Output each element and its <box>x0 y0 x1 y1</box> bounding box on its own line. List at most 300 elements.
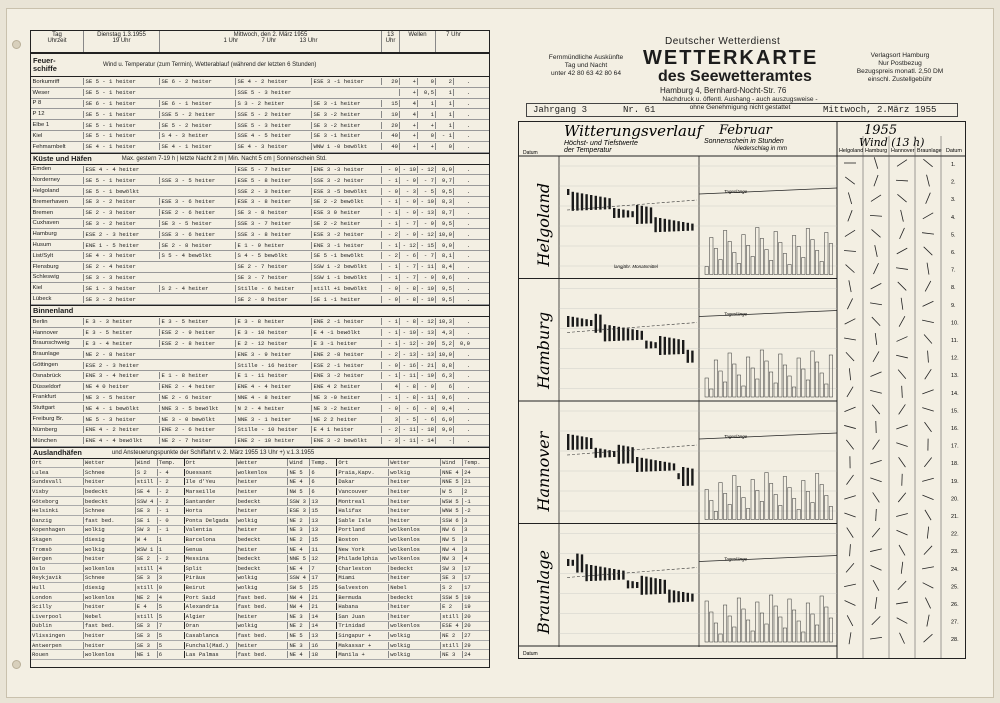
punch-hole <box>12 660 21 669</box>
cell: heiter <box>83 478 135 485</box>
cell: - 6 <box>399 405 417 412</box>
reprint-note: Nachdruck u. öffentl. Aushang - auch auszugsweise - ohne Genehmigung nicht gestattet <box>662 96 818 111</box>
table-row <box>31 186 489 197</box>
cell: 1 <box>435 89 453 96</box>
wind-arrow <box>922 495 933 499</box>
temp-bar <box>590 438 592 449</box>
cell: San Juan <box>336 613 388 620</box>
cell: Galveston <box>336 584 388 591</box>
cell: SE 2 <box>135 555 157 562</box>
cell: - 18 <box>417 426 435 433</box>
cell: ESE 2 - 8 heiter <box>159 340 235 347</box>
cell: - 0 <box>157 517 184 524</box>
cell: Praia,Kapv. <box>336 469 388 476</box>
cell: 4 <box>381 383 399 390</box>
cell: W 5 <box>440 488 462 495</box>
sun-bar <box>797 247 800 275</box>
cell: - 11 <box>399 372 417 379</box>
cell: - 2 <box>157 498 184 505</box>
wind-arrow <box>899 457 906 467</box>
cell: Trinidad <box>336 622 388 629</box>
temp-bar <box>618 445 620 464</box>
wind-arrow <box>870 549 882 552</box>
wind-arrow <box>902 386 903 398</box>
cell: 3 <box>462 536 489 543</box>
cell: SE 4 <box>135 488 157 495</box>
wind-arrow <box>901 298 903 310</box>
cell: - 8 <box>399 318 417 325</box>
cell: - 6 <box>399 252 417 259</box>
wind-arrow <box>925 369 932 379</box>
cell: Barcelona <box>184 536 236 543</box>
col-header: Ort <box>336 459 388 466</box>
sun-bar <box>829 244 832 275</box>
wind-arrow <box>896 602 908 604</box>
cell: Philadelphia <box>336 555 388 562</box>
temp-bar <box>636 457 638 472</box>
cell: 8,4 <box>435 263 453 270</box>
cell: E 1 - 9 heiter <box>235 242 311 249</box>
cell: SSE 5 - 2 heiter <box>159 111 235 118</box>
table-row <box>31 436 489 447</box>
sun-bar <box>765 624 768 642</box>
cell: heiter <box>388 498 440 505</box>
wind-arrow <box>847 615 853 626</box>
col-header: Wetter <box>388 459 440 466</box>
temp-bar <box>576 554 578 573</box>
cell: . <box>453 111 471 118</box>
sun-bar <box>788 599 791 642</box>
cell: - <box>435 437 453 444</box>
cell: ENE 3 -2 bewölkt <box>311 437 381 444</box>
wind-arrow <box>849 632 851 644</box>
cell: ENE 2 - 6 heiter <box>159 426 235 433</box>
wind-arrow <box>870 215 882 216</box>
cell: E 3 - 3 heiter <box>83 318 159 325</box>
wind-arrow <box>924 546 932 555</box>
cell: - 1 <box>381 242 399 249</box>
cell: . <box>453 372 471 379</box>
sun-bar <box>760 350 763 397</box>
issue-date: Mittwoch, 2.März 1955 <box>823 105 937 115</box>
cell: SSE 3 -2 heiter <box>311 177 381 184</box>
datum-label-bottom: Datum <box>523 651 538 657</box>
cell: wolkig <box>83 546 135 553</box>
cell: - 1 <box>381 177 399 184</box>
cell: S 4 - 5 bewölkt <box>235 252 311 259</box>
cell: 6,9 <box>435 416 453 423</box>
cell: ESE 3 - 8 heiter <box>235 198 311 205</box>
kueste-section <box>31 153 489 165</box>
wind-arrow <box>927 175 930 187</box>
cell: - 1 <box>157 526 184 533</box>
wind-arrow <box>874 175 878 186</box>
day-label: 3. <box>951 197 956 204</box>
table-row <box>31 564 489 574</box>
sun-bar <box>705 490 708 520</box>
address: Hamburg 4, Bernhard-Nocht-Str. 76 <box>660 86 787 95</box>
day-label: 15. <box>951 408 959 415</box>
table-row <box>31 294 489 305</box>
cell: - 14 <box>417 437 435 444</box>
wind-col-1: Hamburg <box>865 148 888 154</box>
cell: - 9 <box>399 198 417 205</box>
cell: 7 <box>157 622 184 629</box>
cell: - 7 <box>417 252 435 259</box>
cell: Algier <box>184 613 236 620</box>
cell: Funchal(Mad.) <box>184 642 236 649</box>
col-header: Wind <box>440 459 462 466</box>
wind-arrow <box>896 180 908 181</box>
cell: Genua <box>184 546 236 553</box>
cell: - 2 <box>381 231 399 238</box>
cell: SE 6 - 2 heiter <box>159 78 235 85</box>
cell: - 2 <box>381 351 399 358</box>
cell: Düsseldorf <box>32 383 61 390</box>
cell: Hamburg <box>32 231 57 238</box>
wind-arrow <box>927 527 928 539</box>
cell: - 0 <box>381 362 399 369</box>
cell: E 3 -1 heiter <box>311 340 381 347</box>
cell: Ponta Delgada <box>184 517 236 524</box>
cell: still <box>135 478 157 485</box>
wind-arrow <box>875 333 876 345</box>
cell: NE 5 <box>287 632 309 639</box>
temp-bar <box>627 580 629 588</box>
cell: Valentia <box>184 526 236 533</box>
cell: still +1 bewölkt <box>311 285 381 292</box>
cell: Dakar <box>336 478 388 485</box>
cell: Bremen <box>32 209 54 216</box>
cell: - 6 <box>417 416 435 423</box>
cell: ENE 4 - 2 heiter <box>83 426 159 433</box>
cell: Oran <box>184 622 236 629</box>
temp-bar <box>677 221 679 231</box>
cell: Frankfurt <box>32 394 57 401</box>
cell: still <box>135 613 157 620</box>
cell: 3 <box>462 517 489 524</box>
cell: . <box>453 426 471 433</box>
cell: wolkenlos <box>83 594 135 601</box>
cell: wolkig <box>236 622 288 629</box>
cell: 15 <box>309 536 336 543</box>
sun-bar <box>820 596 823 642</box>
subtitle-temp2: der Temperatur <box>564 147 612 154</box>
cell: W 4 <box>135 536 157 543</box>
cell: 4 <box>399 100 417 107</box>
sun-bar <box>765 250 768 275</box>
cell: heiter <box>388 507 440 514</box>
cell: NE 2 - 8 heiter <box>83 351 159 358</box>
wind-arrow <box>901 562 902 574</box>
cell: NNE 4 - 8 heiter <box>235 394 311 401</box>
ausland-section <box>31 447 489 459</box>
cell: N 2 - 4 heiter <box>235 405 311 412</box>
temp-bar <box>682 467 684 486</box>
temp-bar <box>590 195 592 210</box>
sun-bar <box>705 601 708 642</box>
cell: Bergen <box>32 555 52 563</box>
sun-bar <box>728 616 731 642</box>
wind-arrow <box>870 390 882 393</box>
wind-arrow <box>871 229 880 237</box>
cell: NNE 5 <box>287 555 309 562</box>
cell: S 2 <box>135 469 157 476</box>
cell: Sundsvall <box>32 478 62 486</box>
cell: Boston <box>336 536 388 543</box>
cell: 4 <box>462 555 489 562</box>
cell: NE 5 <box>287 469 309 476</box>
cell: SSW 1 -2 bewölkt <box>311 263 381 270</box>
cell: ENE 4 2 heiter <box>311 383 381 390</box>
cell: 27 <box>462 632 489 639</box>
cell: 1 <box>157 536 184 543</box>
cell: heiter <box>388 603 440 610</box>
cell: SE 5 - 1 bewölkt <box>83 188 159 195</box>
wind-arrow <box>924 247 933 255</box>
temp-bar <box>567 316 569 327</box>
temp-bar <box>650 207 652 223</box>
cell: WNW 1 -0 bewölkt <box>311 143 381 150</box>
cell: . <box>453 143 471 150</box>
sun-bar <box>746 246 749 275</box>
temp-bar <box>687 593 689 602</box>
temp-bar <box>581 193 583 210</box>
cell: 10,0 <box>435 231 453 238</box>
wind-arrow <box>875 597 877 609</box>
wind-arrow <box>898 282 906 290</box>
cell: 5 <box>157 613 184 620</box>
cell: NE 3 <box>287 613 309 620</box>
cell: 15 <box>309 507 336 514</box>
cell: wolkig <box>236 574 288 581</box>
temp-bar <box>636 205 638 224</box>
cell: - 9 <box>399 209 417 216</box>
cell: 24 <box>462 651 489 658</box>
cell: - 13 <box>417 209 435 216</box>
cell: . <box>453 274 471 281</box>
cell: SE 1 -1 heiter <box>311 296 381 303</box>
temp-bar <box>645 207 647 224</box>
cell: SE 3 - 2 heiter <box>83 220 159 227</box>
day-label: 22. <box>951 531 959 538</box>
temp-bar <box>664 462 666 471</box>
cell: SE 3 <box>135 642 157 649</box>
cell: SE 3 - 2 heiter <box>83 198 159 205</box>
cell: Beirut <box>184 584 236 591</box>
table-row <box>31 328 489 339</box>
day2-label: Mittwoch, den 2. März 1955 <box>233 32 308 38</box>
cell: 13 <box>309 517 336 524</box>
wind-arrow <box>896 514 908 517</box>
sun-bar <box>714 249 717 275</box>
sun-bar <box>710 238 713 275</box>
cell: SSE 5 - 3 heiter <box>235 122 311 129</box>
cell: SE 3 <box>135 507 157 514</box>
cell: Las Palmas <box>184 651 236 658</box>
cell: . <box>453 166 471 173</box>
cell: NE 4 0 heiter <box>83 383 159 390</box>
sun-bar <box>751 480 754 520</box>
cell: + <box>399 132 417 139</box>
cell: . <box>453 296 471 303</box>
wind-arrow <box>873 351 879 361</box>
sun-label: Sonnenschein in Stunden <box>704 138 784 145</box>
wind-arrow <box>872 317 880 326</box>
cell: SE 2 -2 bewölkt <box>311 198 381 205</box>
sun-bar <box>788 376 791 397</box>
temp-bar <box>608 450 610 457</box>
cell: heiter <box>388 517 440 524</box>
cell: E 4 1 heiter <box>311 426 381 433</box>
cell: 1 <box>417 111 435 118</box>
wind-arrow <box>899 316 905 326</box>
table-row <box>31 650 489 660</box>
temp-bar <box>572 435 574 450</box>
cell: - 3 <box>399 188 417 195</box>
cell: SE 2 - 4 heiter <box>83 263 159 270</box>
wind-arrow <box>850 544 851 556</box>
cell: . <box>453 231 471 238</box>
cell: Oslo <box>32 564 46 572</box>
cell: - 8 <box>399 285 417 292</box>
wind-arrow <box>898 370 906 379</box>
temp-bar <box>659 461 661 471</box>
temp-bar <box>585 319 587 326</box>
temp-bar <box>641 331 643 340</box>
sun-bar <box>756 491 759 520</box>
sun-bar <box>825 496 828 520</box>
temp-bar <box>567 559 569 566</box>
wind-arrow <box>844 338 856 340</box>
table-row <box>31 535 489 545</box>
cell: 5,2 <box>435 340 453 347</box>
cell: - 10 <box>417 198 435 205</box>
temp-bar <box>650 459 652 471</box>
temp-bar <box>650 577 652 594</box>
sun-bar <box>820 373 823 397</box>
cell: Kiel <box>32 132 43 139</box>
station-label: Helgoland <box>534 182 553 267</box>
day-label: 8. <box>951 285 956 292</box>
sun-bar <box>714 360 717 397</box>
cell: Stuttgart <box>32 405 55 412</box>
cell: Flensburg <box>32 263 59 270</box>
cell: ENE 2 - 4 heiter <box>159 383 235 390</box>
wind-arrow <box>897 194 906 202</box>
cell: fast bed. <box>236 594 288 601</box>
cell: 9,9 <box>435 426 453 433</box>
cell: ESE 3 -5 bewölkt <box>311 188 381 195</box>
cell: - 9 <box>399 231 417 238</box>
cell: 10,0 <box>435 351 453 358</box>
wind-arrow <box>844 250 856 251</box>
cell: Stille - 16 heiter <box>235 362 311 369</box>
cell: - 10 <box>399 166 417 173</box>
cell: NW 4 <box>440 546 462 553</box>
cell: wolkenlos <box>388 536 440 543</box>
cell: 10,3 <box>435 318 453 325</box>
table-row <box>31 349 489 360</box>
cell: ENE 3 - 9 heiter <box>235 351 311 358</box>
section-title: Küste und Häfen <box>33 154 92 164</box>
col-header: Ort <box>32 459 42 467</box>
cell: still <box>135 584 157 591</box>
wind-col-3: Braunlage <box>917 148 942 154</box>
cell: Hannover <box>32 329 59 336</box>
sun-bar <box>746 620 749 642</box>
temp-bar <box>682 340 684 354</box>
cell: NE 3 - 0 bewölkt <box>159 416 235 423</box>
day-label: 28. <box>951 637 959 644</box>
col-header: Wind <box>135 459 157 466</box>
wind-arrow <box>922 390 933 394</box>
wind-arrow <box>870 303 882 305</box>
t7-col: 7 Uhr <box>446 32 461 38</box>
temp-bar <box>595 566 597 581</box>
cell: 1 <box>435 111 453 118</box>
cell: S 2 - 4 heiter <box>159 285 235 292</box>
table-row <box>31 251 489 262</box>
table-header <box>31 31 489 53</box>
table-row <box>31 545 489 555</box>
cell: SSE 5 - 3 heiter <box>235 89 311 96</box>
day-label: 27. <box>951 619 959 626</box>
wind-arrow <box>847 528 854 538</box>
cell: NE 2 <box>287 622 309 629</box>
cell: Ile d'Yeu <box>184 478 236 485</box>
jahrgang: Jahrgang 3 <box>533 105 588 115</box>
temp-bar <box>659 579 661 594</box>
cell: SE 3 - 2 heiter <box>83 296 159 303</box>
cell: SE 4 - 3 heiter <box>83 252 159 259</box>
cell: - 12 <box>417 231 435 238</box>
cell: Casablanca <box>184 632 236 639</box>
temp-bar <box>668 463 670 471</box>
cell: 3 <box>462 546 489 553</box>
temp-bar <box>604 567 606 580</box>
temp-bar <box>687 350 689 363</box>
temp-bar <box>664 219 666 232</box>
chart-svg <box>519 122 966 659</box>
wind-arrow <box>870 637 882 639</box>
cell: SE 5 - 1 heiter <box>83 89 159 96</box>
wind-arrow <box>899 545 905 555</box>
cell: - 11 <box>417 394 435 401</box>
cell: fast bed. <box>236 632 288 639</box>
day-label: 6. <box>951 250 956 256</box>
cell: SE 4 - 1 heiter <box>83 143 159 150</box>
cell: SSW 4 <box>135 498 157 505</box>
temp-bar <box>673 590 675 602</box>
wind-arrow <box>923 159 932 167</box>
cell: Braunschweig <box>32 340 70 347</box>
temp-bar <box>595 314 597 333</box>
cell: SE 5 - 1 heiter <box>83 78 159 85</box>
sun-bar <box>710 389 713 397</box>
cell: Liverpool <box>32 612 62 620</box>
sun-bar <box>792 236 795 275</box>
cell: - 0 <box>381 285 399 292</box>
cell: ESE 2 - 3 heiter <box>83 231 159 238</box>
cell: SE 3 -2 heiter <box>311 111 381 118</box>
cell: SE 4 - 1 heiter <box>159 143 235 150</box>
sun-bar <box>783 477 786 520</box>
temp-bar <box>654 342 656 348</box>
t13-col: 13 Uhr <box>385 32 396 44</box>
cell: heiter <box>236 488 288 495</box>
temp-bar <box>576 318 578 327</box>
